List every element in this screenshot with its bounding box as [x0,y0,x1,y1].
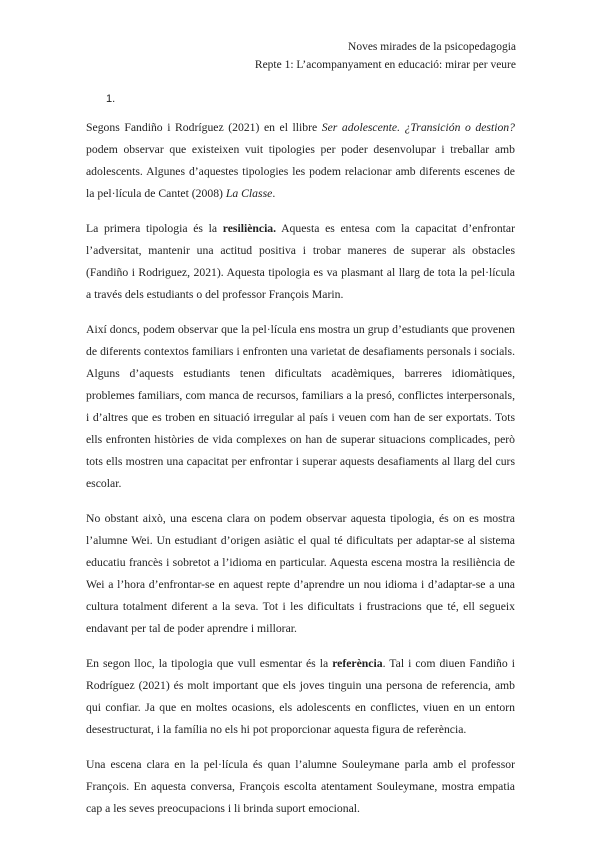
book-title: Ser adolescente. ¿Transición o destion? [321,121,515,134]
paragraph-2-text-c: Aquesta es entesa com la capacitat d’enfrontar l’adversitat, mantenir una actitud positiva i trobar maneres de superar als obstacles (Fandiño i Rodriguez, 2021). Aquesta tipologia es va plasmant al llarg de tota la pel·lícula a través dels estudiants o del professor François Marin. [86,221,515,302]
paragraph-1 [86,117,515,205]
paragraph-1-text-c: podem observar que existeixen vuit tipologies per poder desenvolupar i treballar amb adolescents. Algunes d’aquestes tipologies les podem relacionar amb diferents escenes de la pel·lícula de Cantet (2008) [86,143,515,201]
paragraph-3: Així doncs, podem observar que la pel·lícula ens mostra un grup d’estudiants que provenen de diferents contextos familiars i enfronten una varietat de desafiaments personals i socials. Alguns d’aquests estudiants tenen dificultats acadèmiques, barreres idiomàtiques, problemes familiars, com manca de recursos, familiars a la presó, conflictes interpersonals, i d’altres que es troben en situació irregular al país i veuen com han de ser exportats. Tots ells enfronten històries de vida complexes on han de superar situacions complicades, però tots ells mostren una capacitat per enfrontar i superar aquests desafiaments al llarg del curs escolar. [86,322,515,491]
paragraph-1-text-a: Segons Fandiño i Rodríguez (2021) en el llibre [86,121,322,134]
term-resilience: resiliència. [222,221,277,235]
term-reference: referència [332,657,383,671]
list-number: 1. [106,93,116,105]
header-course-title: Noves mirades de la psicopedagogia [348,41,516,53]
paragraph-4: No obstant això, una escena clara on podem observar aquesta tipologia, és on es mostra l’alumne Wei. Un estudiant d’origen asiàtic el qual té dificultats per adaptar-se al sistema educatiu francès i sobretot a l’idioma en particular. Aquesta escena mostra la resiliència de Wei a l’hora d’enfrontar-se en aquest repte d’aprendre un nou idioma i d’adaptar-se a una cultura totalment diferent a la seva. Tot i les dificultats i frustracions que té, ell segueix endavant per tal de poder aprendre i millorar. [86,512,515,636]
page-header [255,38,516,74]
film-title: La Classe [225,187,273,201]
paragraph-6: Una escena clara en la pel·lícula és quan l’alumne Souleymane parla amb el professor François. En aquesta conversa, François escolta atentament Souleymane, mostra empatia cap a les seves preocupacions i li brinda suport emocional. [86,757,515,816]
paragraph-5 [86,653,515,741]
paragraph-1-text-e: . [272,187,276,201]
paragraph-2-text-a: La primera tipologia és la [86,221,223,235]
paragraph-5-text-a: En segon lloc, la tipologia que vull esmentar és la [86,657,333,671]
document-body [86,117,515,833]
header-challenge-title: Repte 1: L’acompanyament en educació: mirar per veure [254,59,516,71]
paragraph-2 [86,218,515,306]
paragraph-5-text-c: . Tal i com diuen Fandiño i Rodríguez (2021) és molt important que els joves tinguin una persona de referencia, amb qui confiar. Ja que en moltes ocasions, els adolescents en conflictes, viuen en un entorn desestructurat, i la família no els hi pot proporcionar aquesta figura de referència. [86,657,515,737]
